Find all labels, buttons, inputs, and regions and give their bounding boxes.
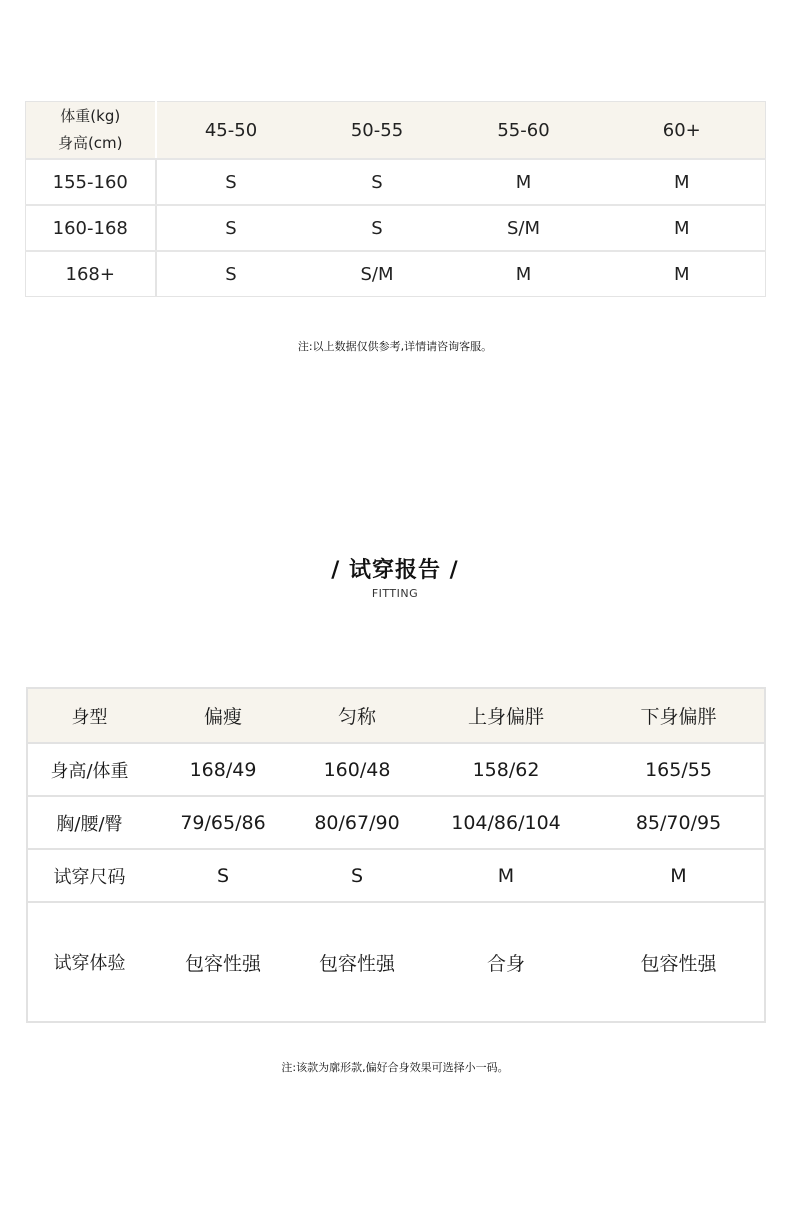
weight-column-header: 50-55 (306, 102, 449, 160)
fitting-header-cell: 下身偏胖 (593, 688, 765, 743)
size-cell: M (449, 159, 599, 205)
fitting-title: / 试穿报告 / (331, 558, 459, 583)
size-chart-row (26, 251, 766, 297)
fitting-cell: 79/65/86 (151, 796, 295, 849)
fitting-header-cell: 偏瘦 (151, 688, 295, 743)
fitting-cell: 包容性强 (640, 952, 717, 975)
fitting-cell: 158/62 (419, 743, 593, 796)
size-cell: S (156, 205, 306, 251)
fitting-row (27, 902, 765, 1022)
size-cell: M (599, 205, 766, 251)
height-range-cell: 155-160 (26, 159, 156, 205)
fitting-cell: 80/67/90 (295, 796, 419, 849)
fitting-cell: 168/49 (151, 743, 295, 796)
size-cell: S/M (449, 205, 599, 251)
fitting-subtitle: FITTING (371, 587, 419, 600)
size-cell: M (673, 263, 690, 285)
fitting-row (27, 849, 765, 902)
fitting-header-cell: 身型 (27, 688, 151, 743)
fitting-cell: 165/55 (593, 743, 765, 796)
fitting-cell: S (151, 849, 295, 902)
fitting-cell: 合身 (486, 952, 525, 975)
size-chart-corner (26, 102, 156, 160)
weight-column-header: 45-50 (156, 102, 306, 160)
size-chart-table (25, 101, 766, 297)
weight-axis-label: 体重(kg) (60, 107, 121, 125)
height-range-cell: 160-168 (26, 205, 156, 251)
size-cell: S/M (360, 263, 394, 285)
fitting-header-row (27, 688, 765, 743)
size-cell: S (306, 205, 449, 251)
fitting-cell: S (295, 849, 419, 902)
fitting-row-label: 试穿尺码 (27, 849, 151, 902)
weight-column-header: 60+ (599, 102, 766, 160)
fitting-cell: M (419, 849, 593, 902)
fitting-cell: 160/48 (295, 743, 419, 796)
fitting-row-label: 试穿体验 (53, 953, 126, 974)
size-cell: M (599, 159, 766, 205)
size-chart-note: 注:以上数据仅供参考,详情请咨询客服。 (297, 340, 493, 353)
height-range-cell: 168+ (26, 251, 156, 297)
size-chart-row (26, 159, 766, 205)
fitting-row (27, 743, 765, 796)
height-axis-label: 身高(cm) (57, 134, 123, 152)
size-cell: M (515, 263, 532, 285)
size-chart-header-row (26, 102, 766, 160)
fitting-cell: 包容性强 (184, 952, 261, 975)
fitting-row (27, 796, 765, 849)
size-chart-row (26, 205, 766, 251)
fitting-note: 注:该款为廓形款,偏好合身效果可选择小一码。 (281, 1061, 509, 1074)
fitting-header-cell: 上身偏胖 (419, 688, 593, 743)
fitting-report-table (26, 687, 766, 1023)
fitting-heading (0, 553, 790, 600)
weight-column-header: 55-60 (449, 102, 599, 160)
fitting-cell: M (593, 849, 765, 902)
fitting-cell: 包容性强 (318, 952, 395, 975)
fitting-cell: 85/70/95 (593, 796, 765, 849)
fitting-row-label: 胸/腰/臀 (27, 796, 151, 849)
size-cell: S (306, 159, 449, 205)
fitting-header-cell: 匀称 (295, 688, 419, 743)
fitting-row-label: 身高/体重 (27, 743, 151, 796)
size-cell: S (156, 159, 306, 205)
size-cell: S (225, 263, 237, 285)
fitting-cell: 104/86/104 (419, 796, 593, 849)
